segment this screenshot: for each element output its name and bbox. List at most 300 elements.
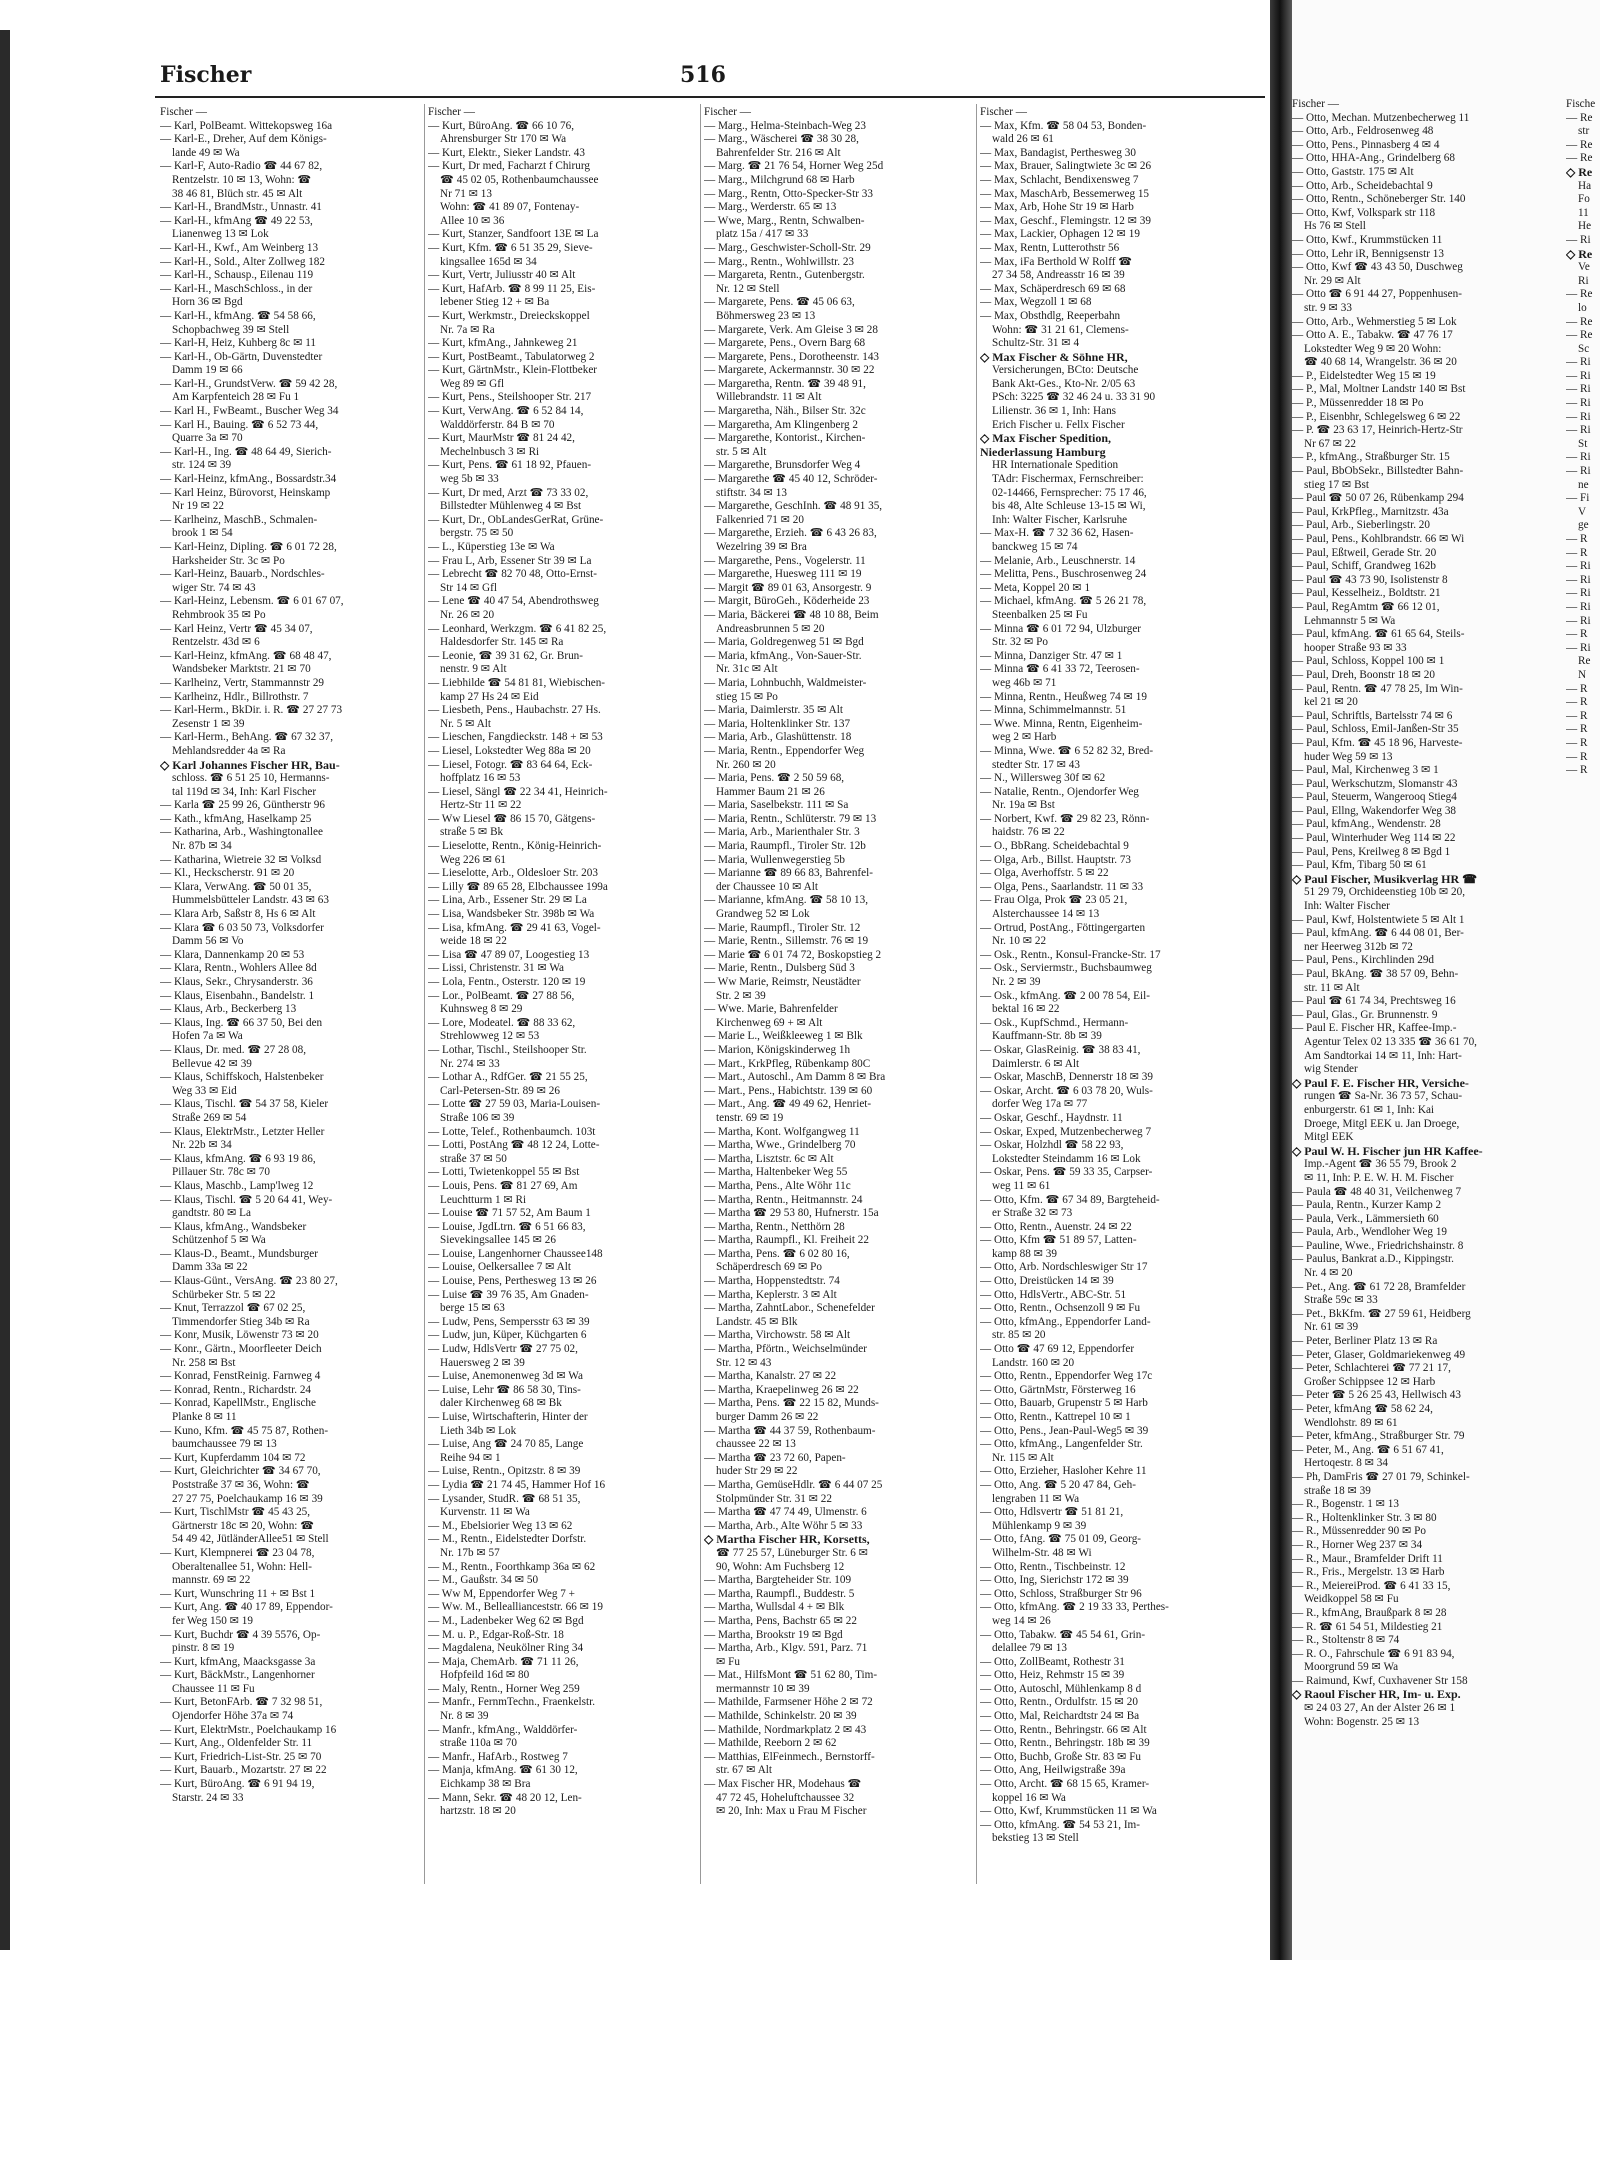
directory-entry-line: — Kurt, kfmAng., Jahnkeweg 21 bbox=[428, 337, 578, 350]
directory-entry-line: — Max, Obsthdlg, Reeperbahn bbox=[980, 309, 1121, 322]
directory-entry-line: — Margaretha, Rentn. ☎ 39 48 91, bbox=[704, 377, 866, 390]
directory-entry-line: — Karl-Heinz, kfmAng., Bossardstr.34 bbox=[160, 473, 337, 486]
directory-entry-line: — Marg., Geschwister-Scholl-Str. 29 bbox=[704, 241, 871, 254]
directory-entry-line: — Maria, Rentn., Eppendorfer Weg bbox=[704, 744, 865, 757]
directory-entry-line: Bellevue 42 ✉ 39 bbox=[172, 1057, 252, 1070]
directory-entry-line: — Karl-H., kfmAng. ☎ 54 58 66, bbox=[160, 309, 316, 322]
directory-column-3 bbox=[704, 106, 972, 1886]
directory-entry-line: — Lieselotte, Rentn., König-Heinrich- bbox=[428, 840, 602, 853]
directory-entry-line: — Klaus, Dr. med. ☎ 27 28 08, bbox=[160, 1043, 306, 1056]
directory-entry-line: — Oskar, Geschf., Haydnstr. 11 bbox=[980, 1111, 1123, 1124]
directory-entry-line: — Pet., Ang. ☎ 61 72 28, Bramfelder bbox=[1292, 1280, 1466, 1293]
directory-entry-line: — Martha, Haltenbeker Weg 55 bbox=[704, 1166, 848, 1179]
directory-entry-line: — Klaus-D., Beamt., Mundsburger bbox=[160, 1247, 318, 1260]
directory-entry-line: — Karl-H., Schausp., Eilenau 119 bbox=[160, 269, 314, 282]
directory-entry-line: Inh: Walter Fischer bbox=[1304, 900, 1390, 913]
directory-entry-line: Hummelsbütteler Landstr. 43 ✉ 63 bbox=[172, 894, 329, 907]
directory-entry-line: Ha bbox=[1578, 179, 1592, 192]
directory-entry-line: — Peter, M., Ang. ☎ 6 51 67 41, bbox=[1292, 1443, 1444, 1456]
directory-entry-line: — Raimund, Kwf, Cuxhavener Str 158 bbox=[1292, 1674, 1468, 1687]
directory-entry-line: — Otto, Rentn., Kattrepel 10 ✉ 1 bbox=[980, 1411, 1131, 1423]
directory-entry-line: — Liesbeth, Pens., Haubachstr. 27 Hs. bbox=[428, 704, 601, 717]
directory-entry-line: — R., Müssenredder 90 ✉ Po bbox=[1292, 1525, 1426, 1538]
directory-entry-line: — R., kfmAng, Braußpark 8 ✉ 28 bbox=[1292, 1606, 1447, 1619]
directory-entry-line: — Paul, BbObSekr., Billstedter Bahn- bbox=[1292, 465, 1464, 478]
directory-entry-line: Bank Akt-Ges., Kto-Nr. 2/05 63 bbox=[992, 377, 1136, 390]
directory-entry-line: — Paul, Ellng, Wakendorfer Weg 38 bbox=[1292, 804, 1457, 817]
directory-entry-line: — Karl, PolBeamt. Wittekopsweg 16a bbox=[160, 119, 333, 132]
directory-entry-line: Nr. 2 ✉ 39 bbox=[992, 976, 1041, 988]
directory-entry-line: — Klaus, Tischl. ☎ 54 37 58, Kieler bbox=[160, 1098, 329, 1111]
directory-entry-line: — Karl-H., Ing. ☎ 48 64 49, Sierich- bbox=[160, 445, 332, 458]
directory-entry-line: — Louise, Langenhorner Chaussee148 bbox=[428, 1247, 603, 1260]
directory-entry-line: Nr. 258 ✉ Bst bbox=[172, 1356, 236, 1369]
directory-entry-line: — Re bbox=[1566, 315, 1593, 328]
directory-entry-line: — Magdalena, Neukölner Ring 34 bbox=[428, 1642, 584, 1655]
directory-entry-line: — Marie L., Weißkleeweg 1 ✉ Blk bbox=[704, 1030, 863, 1043]
directory-entry-line: — Otto, ZollBeamt, Rothestr 31 bbox=[980, 1655, 1125, 1668]
directory-entry-line: — R bbox=[1566, 709, 1588, 722]
directory-entry-line: Nr. 10 ✉ 22 bbox=[992, 935, 1047, 948]
directory-entry-line: — Martha, ZahntLabor., Schenefelder bbox=[704, 1302, 875, 1315]
directory-entry-line: — Re bbox=[1566, 138, 1593, 151]
directory-entry-line: weg 2 ✉ Harb bbox=[992, 731, 1057, 744]
directory-entry-line: — Lebrecht ☎ 82 70 48, Otto-Ernst- bbox=[428, 568, 597, 581]
directory-entry-line: lengraben 11 ✉ Wa bbox=[992, 1492, 1080, 1505]
directory-entry-line: — Klaus, Eisenbahn., Bandelstr. 1 bbox=[160, 989, 315, 1002]
directory-entry-line: 38 46 81, Blüch str. 45 ✉ Alt bbox=[172, 187, 303, 200]
directory-entry-line: — Liebhilde ☎ 54 81 81, Wiebischen- bbox=[428, 676, 606, 689]
directory-entry-line: — Peter, Schlachterei ☎ 77 21 17, bbox=[1292, 1362, 1451, 1375]
directory-entry-line: lebener Stieg 12 + ✉ Ba bbox=[440, 296, 550, 309]
directory-entry-line: wald 26 ✉ 61 bbox=[992, 133, 1054, 146]
directory-entry-line: — Otto, Heiz, Rehmstr 15 ✉ 39 bbox=[980, 1669, 1125, 1682]
directory-entry-line: mannstr. 69 ✉ 22 bbox=[172, 1574, 251, 1587]
directory-entry-line: — Kurt, MaurMstr ☎ 81 24 42, bbox=[428, 432, 575, 445]
directory-entry-line: — Paul, Kesselheiz., Boldtstr. 21 bbox=[1292, 587, 1441, 600]
directory-entry-line: — Lola, Fentn., Osterstr. 120 ✉ 19 bbox=[428, 976, 586, 988]
directory-entry-line: — Ww Liesel ☎ 86 15 70, Gätgens- bbox=[428, 812, 596, 825]
directory-entry-line: — Karl Heinz, Bürovorst, Heinskamp bbox=[160, 486, 331, 499]
directory-entry-line: — Paul ☎ 61 74 34, Prechtsweg 16 bbox=[1292, 995, 1456, 1008]
directory-entry-line: — Marg., Wäscherei ☎ 38 30 28, bbox=[704, 133, 859, 146]
directory-entry-line: — Konrad, KapellMstr., Englische bbox=[160, 1397, 316, 1410]
directory-entry-line: — Otto, Gaststr. 175 ✉ Alt bbox=[1292, 165, 1414, 178]
directory-entry-line: — Lydia ☎ 21 74 45, Hammer Hof 16 bbox=[428, 1478, 606, 1491]
directory-entry-line: — Maria, Arb., Marienthaler Str. 3 bbox=[704, 826, 860, 839]
directory-entry-line: Ojendorfer Höhe 37a ✉ 74 bbox=[172, 1710, 294, 1723]
directory-entry-line: — Re bbox=[1566, 288, 1593, 301]
directory-entry-line: — Ri bbox=[1566, 383, 1591, 396]
directory-entry-line: Wendlohstr. 89 ✉ 61 bbox=[1304, 1416, 1398, 1429]
directory-entry-line: Chaussee 11 ✉ Fu bbox=[172, 1682, 255, 1695]
directory-entry-line: Walddörferstr. 84 B ✉ 70 bbox=[440, 418, 555, 431]
directory-entry-line: Straße 269 ✉ 54 bbox=[172, 1111, 247, 1124]
directory-entry-line: — Lilly ☎ 89 65 28, Elbchaussee 199a bbox=[428, 880, 608, 893]
directory-entry-line: — Oskar, Holzhdl ☎ 58 22 93, bbox=[980, 1139, 1124, 1152]
directory-entry-line: Damm 56 ✉ Vo bbox=[172, 935, 244, 948]
directory-entry-line: Str 14 ✉ Gfl bbox=[440, 581, 497, 594]
directory-entry-line: — Otto, Autoschl, Mühlenkamp 8 d bbox=[980, 1682, 1142, 1695]
column-running-head: Fischer — bbox=[160, 106, 207, 118]
directory-entry-line: — Wwe. Marie, Bahrenfelder bbox=[704, 1003, 838, 1016]
directory-entry-line: — Peter, kfmAng., Straßburger Str. 79 bbox=[1292, 1430, 1465, 1443]
directory-entry-line: str. 9 ✉ 33 bbox=[1304, 301, 1352, 314]
directory-entry-line: — Max, Geschf., Flemingstr. 12 ✉ 39 bbox=[980, 214, 1151, 227]
directory-entry-line: Nr. 8 ✉ 39 bbox=[440, 1710, 489, 1723]
directory-entry-line: — Margarethe, Pens., Vogelerstr. 11 bbox=[704, 554, 866, 567]
directory-entry-line: Nr 67 ✉ 22 bbox=[1304, 437, 1356, 450]
directory-entry-line: ◇ Re bbox=[1566, 247, 1593, 261]
directory-entry-line: TAdr: Fischermax, Fernschreiber: bbox=[992, 473, 1144, 486]
directory-entry-line: — Margit, BüroGeh., Köderheide 23 bbox=[704, 595, 870, 608]
directory-entry-line: — Peter, Berliner Platz 13 ✉ Ra bbox=[1292, 1335, 1438, 1348]
directory-entry-line: baumchaussee 79 ✉ 13 bbox=[172, 1438, 277, 1451]
directory-entry-line: Nr. 22b ✉ 34 bbox=[172, 1139, 232, 1152]
directory-entry-line: — R bbox=[1566, 533, 1588, 545]
directory-entry-line: ◇ Martha Fischer HR, Korsetts, bbox=[704, 1533, 870, 1547]
directory-entry-line: — Paul ☎ 43 73 90, Isolistenstr 8 bbox=[1292, 573, 1448, 586]
directory-entry-line: — R bbox=[1566, 628, 1588, 641]
directory-entry-line: — Paul, Schiff, Grandweg 162b bbox=[1292, 560, 1436, 573]
directory-entry-line: — R bbox=[1566, 736, 1588, 749]
directory-entry-line: — Lieschen, Fangdieckstr. 148 + ✉ 53 bbox=[428, 731, 603, 744]
directory-entry-line: — Lore, Modeatel. ☎ 88 33 62, bbox=[428, 1016, 576, 1029]
directory-entry-line: — Mart., Autoschl., Am Damm 8 ✉ Bra bbox=[704, 1071, 886, 1084]
directory-entry-line: — M., Gaußstr. 34 ✉ 50 bbox=[428, 1574, 539, 1587]
directory-entry-line: — Manfr., HafArb., Rostweg 7 bbox=[428, 1750, 568, 1763]
directory-entry-line: — Kurt, Wunschring 11 + ✉ Bst 1 bbox=[160, 1587, 316, 1600]
directory-entry-line: — Martha, Hoppenstedtstr. 74 bbox=[704, 1275, 840, 1288]
directory-entry-line: — Marg., Rentn., Wohlwillstr. 23 bbox=[704, 255, 855, 268]
directory-entry-line: — Klaus, Arb., Beckerberg 13 bbox=[160, 1003, 297, 1016]
directory-entry-line: chaussee 22 ✉ 13 bbox=[716, 1438, 796, 1451]
directory-entry-line: — Klaus, kfmAng., Wandsbeker bbox=[160, 1220, 307, 1233]
directory-entry-line: Lehmannstr 5 ✉ Wa bbox=[1304, 614, 1396, 627]
directory-entry-line: — Mart., Ang. ☎ 49 49 62, Henriet- bbox=[704, 1098, 872, 1111]
directory-entry-line: — Otto, kfmAng., Eppendorfer Land- bbox=[980, 1315, 1151, 1328]
directory-entry-line: — Otto, Archt. ☎ 68 15 65, Kramer- bbox=[980, 1778, 1150, 1791]
directory-entry-line: Hammer Baum 21 ✉ 26 bbox=[716, 785, 825, 798]
directory-entry-line: — Klaus, Ing. ☎ 66 37 50, Bei den bbox=[160, 1016, 323, 1029]
directory-entry-line: Ri bbox=[1578, 274, 1589, 287]
directory-entry-line: — Manfr., kfmAng., Walddörfer- bbox=[428, 1723, 578, 1736]
directory-entry-line: Kauffmann-Str. 8b ✉ 39 bbox=[992, 1030, 1102, 1043]
directory-entry-line: Daimlerstr. 6 ✉ Alt bbox=[992, 1057, 1080, 1070]
directory-entry-line: 02-14466, Fernsprecher: 75 17 46, bbox=[992, 486, 1147, 499]
directory-entry-line: — Kurt, kfmAng, Maacksgasse 3a bbox=[160, 1655, 316, 1668]
directory-entry-line: straße 37 ✉ 50 bbox=[440, 1152, 507, 1165]
directory-entry-line: Weg 226 ✉ 61 bbox=[440, 853, 506, 866]
directory-entry-line: — Martha, Pens., Alte Wöhr 11c bbox=[704, 1179, 851, 1192]
directory-entry-line: — Kurt, BetonFArb. ☎ 7 32 98 51, bbox=[160, 1696, 323, 1709]
directory-entry-line: — Norbert, Kwf. ☎ 29 82 23, Rönn- bbox=[980, 812, 1150, 825]
directory-entry-line: — Liesel, Sängl ☎ 22 34 41, Heinrich- bbox=[428, 785, 608, 798]
directory-entry-line: — Otto, Mal, Reichardtstr 24 ✉ Ba bbox=[980, 1710, 1140, 1723]
directory-entry-line: Pillauer Str. 78c ✉ 70 bbox=[172, 1166, 270, 1179]
directory-entry-line: Nr. 61 ✉ 39 bbox=[1304, 1321, 1359, 1334]
directory-entry-line: koppel 16 ✉ Wa bbox=[992, 1791, 1066, 1804]
directory-entry-line: — Karl-F, Auto-Radio ☎ 44 67 82, bbox=[160, 160, 323, 173]
directory-entry-line: Lokstedter Weg 9 ✉ 20 Wohn: bbox=[1304, 342, 1442, 355]
directory-entry-line: Nr. 19a ✉ Bst bbox=[992, 799, 1055, 812]
directory-entry-line: — Otto, Arb., Feldrosenweg 48 bbox=[1292, 125, 1434, 138]
directory-entry-line: — R. O., Fahrschule ☎ 6 91 83 94, bbox=[1292, 1647, 1455, 1660]
directory-entry-line: — Max, Rentn, Lutterothstr 56 bbox=[980, 241, 1120, 254]
directory-entry-line: — Otto, Rentn., Eppendorfer Weg 17c bbox=[980, 1370, 1153, 1383]
directory-entry-line: — O., BbRang. Scheidebachtal 9 bbox=[980, 840, 1129, 853]
directory-entry-line: huder Weg 59 ✉ 13 bbox=[1304, 750, 1393, 763]
directory-entry-line: Nr. 260 ✉ 20 bbox=[716, 758, 776, 771]
directory-entry-line: — Otto, HdlsVertr., ABC-Str. 51 bbox=[980, 1288, 1127, 1301]
directory-entry-line: — Maly, Rentn., Horner Weg 259 bbox=[428, 1682, 580, 1695]
directory-entry-line: — Ri bbox=[1566, 397, 1591, 410]
directory-entry-line: Hauersweg 2 ✉ 39 bbox=[440, 1356, 525, 1369]
directory-entry-line: Rehmbrook 35 ✉ Po bbox=[172, 608, 266, 621]
directory-entry-line: — Karl Heinz, Vertr ☎ 45 34 07, bbox=[160, 622, 313, 635]
directory-entry-line: — Maria, Wullenwegerstieg 5b bbox=[704, 853, 846, 866]
directory-entry-line: — Paul, Pens, Kreilweg 8 ✉ Bgd 1 bbox=[1292, 845, 1451, 858]
directory-entry-line: — Katharina, Arb., Washingtonallee bbox=[160, 826, 323, 839]
directory-entry-line: — Oskar, Archt. ☎ 6 03 78 20, Wuls- bbox=[980, 1084, 1153, 1097]
directory-entry-line: gandtstr. 80 ✉ La bbox=[172, 1207, 251, 1220]
directory-entry-line: — Otto, Erzieher, Hasloher Kehre 11 bbox=[980, 1465, 1147, 1478]
directory-entry-line: ✉ 11, Inh: P. E. W. H. M. Fischer bbox=[1304, 1171, 1454, 1184]
directory-entry-line: — Ri bbox=[1566, 465, 1591, 478]
directory-entry-line: — Paul, Schloss, Emil-Janßen-Str 35 bbox=[1292, 723, 1459, 736]
directory-entry-line: 51 29 79, Orchideenstieg 10b ✉ 20, bbox=[1304, 886, 1466, 899]
directory-entry-line: — Kurt, Elektr., Sieker Landstr. 43 bbox=[428, 146, 585, 159]
directory-entry-line: — Meta, Koppel 20 ✉ 1 bbox=[980, 581, 1091, 594]
directory-entry-line: Nr. 26 ✉ 20 bbox=[440, 608, 495, 621]
directory-entry-line: — Lisa, kfmAng. ☎ 29 41 63, Vogel- bbox=[428, 921, 601, 934]
directory-entry-line: — Marie, Rentn., Dulsberg Süd 3 bbox=[704, 962, 855, 975]
directory-entry-line: Rentzelstr. 10 ✉ 13, Wohn: ☎ bbox=[172, 173, 312, 186]
directory-entry-line: Lilienstr. 36 ✉ 1, Inh: Hans bbox=[992, 405, 1117, 418]
directory-entry-line: ◇ Max Fischer & Söhne HR, bbox=[980, 350, 1128, 364]
directory-entry-line: Agentur Telex 02 13 335 ☎ 36 61 70, bbox=[1304, 1035, 1477, 1048]
directory-entry-line: — Paul, Pens., Kohlbrandstr. 66 ✉ Wi bbox=[1292, 533, 1465, 545]
directory-entry-line: ✉ Fu bbox=[716, 1655, 740, 1668]
directory-entry-line: — Kurt, HafArb. ☎ 8 99 11 25, Eis- bbox=[428, 282, 596, 295]
directory-entry-line: — Marg., Helma-Steinbach-Weg 23 bbox=[704, 119, 866, 132]
directory-entry-line: — Margarete, Ackermannstr. 30 ✉ 22 bbox=[704, 364, 875, 377]
directory-entry-line: Bahrenfelder Str. 216 ✉ Alt bbox=[716, 146, 841, 159]
book-spine bbox=[1270, 0, 1292, 1960]
directory-entry-line: Str. 12 ✉ 43 bbox=[716, 1356, 772, 1369]
directory-entry-line: — Lisa ☎ 47 89 07, Loogestieg 13 bbox=[428, 948, 590, 961]
directory-entry-line: — Martha ☎ 44 37 59, Rothenbaum- bbox=[704, 1424, 876, 1437]
directory-entry-line: hartzstr. 18 ✉ 20 bbox=[440, 1805, 516, 1818]
directory-entry-line: — Lothar A., RdfGer. ☎ 21 55 25, bbox=[428, 1071, 588, 1084]
directory-entry-line: — Kath., kfmAng, Haselkamp 25 bbox=[160, 812, 312, 825]
directory-entry-line: — Karl H., Bauing. ☎ 6 52 73 44, bbox=[160, 418, 319, 431]
directory-entry-line: ☎ 77 25 57, Lüneburger Str. 6 ✉ bbox=[716, 1546, 869, 1559]
directory-entry-line: Wohn: ☎ 41 89 07, Fontenay- bbox=[440, 201, 580, 214]
directory-entry-line: — Ludw, jun, Küper, Küchgarten 6 bbox=[428, 1329, 587, 1342]
directory-entry-line: ◇ Paul F. E. Fischer HR, Versiche- bbox=[1292, 1076, 1469, 1090]
directory-entry-line: — Otto, Kfm. ☎ 67 34 89, Bargteheid- bbox=[980, 1193, 1160, 1206]
directory-entry-line: — R bbox=[1566, 723, 1588, 736]
directory-entry-line: — Maria, kfmAng., Von-Sauer-Str. bbox=[704, 649, 862, 662]
directory-entry-line: — Paul, Glas., Gr. Brunnenstr. 9 bbox=[1292, 1008, 1438, 1021]
directory-entry-line: — Karlheinz, Hdlr., Billrothstr. 7 bbox=[160, 690, 309, 703]
directory-entry-line: — R bbox=[1566, 546, 1588, 559]
directory-entry-line: — R., Holtenklinker Str. 3 ✉ 80 bbox=[1292, 1511, 1437, 1524]
directory-entry-line: 54 49 42, JütländerAllee51 ✉ Stell bbox=[172, 1533, 329, 1546]
directory-entry-line: Hofen 7a ✉ Wa bbox=[172, 1030, 243, 1043]
directory-entry-line: — Klara ☎ 6 03 50 73, Volksdorfer bbox=[160, 921, 324, 934]
directory-entry-line: — Paul, Steuerm, Wangerooq Stieg4 bbox=[1292, 791, 1457, 804]
directory-entry-line: N bbox=[1578, 668, 1587, 681]
directory-entry-line: bektal 16 ✉ 22 bbox=[992, 1003, 1060, 1016]
directory-entry-line: — Liesel, Lokstedter Weg 88a ✉ 20 bbox=[428, 744, 591, 757]
directory-entry-line: — Martha, Arb., Alte Wöhr 5 ✉ 33 bbox=[704, 1519, 863, 1532]
directory-entry-line: — Minna, Schimmelmannstr. 51 bbox=[980, 704, 1127, 717]
directory-entry-line: — Oskar, Pens. ☎ 59 33 35, Carpser- bbox=[980, 1166, 1153, 1179]
directory-entry-line: — Martha ☎ 47 74 49, Ulmenstr. 6 bbox=[704, 1506, 867, 1519]
directory-entry-line: stieg 15 ✉ Po bbox=[716, 690, 778, 703]
directory-entry-line: Mehlandsredder 4a ✉ Ra bbox=[172, 744, 286, 757]
directory-entry-line: tal 119d ✉ 34, Inh: Karl Fischer bbox=[172, 785, 317, 798]
directory-entry-line: — Paul, BkAng. ☎ 38 57 09, Behn- bbox=[1292, 968, 1459, 980]
directory-entry-line: — Otto, kfmAng. ☎ 54 53 21, Im- bbox=[980, 1818, 1140, 1831]
directory-entry-line: — Lotti, PostAng ☎ 48 12 24, Lotte- bbox=[428, 1139, 600, 1152]
directory-entry-line: Rentzelstr. 43d ✉ 6 bbox=[172, 636, 260, 649]
directory-entry-line: Harksheider Str. 3c ✉ Po bbox=[172, 554, 285, 567]
directory-entry-line: — Otto, Dreistücken 14 ✉ 39 bbox=[980, 1275, 1114, 1288]
directory-entry-line: bergstr. 75 ✉ 50 bbox=[440, 527, 514, 540]
facing-page-column-1 bbox=[1292, 98, 1567, 1878]
directory-entry-line: — Klara Arb, Saßstr 8, Hs 6 ✉ Alt bbox=[160, 908, 316, 921]
directory-entry-line: — Max, MaschArb, Bessemerweg 15 bbox=[980, 187, 1150, 200]
header-rule bbox=[155, 96, 1265, 98]
directory-entry-line: — Paul, Kwf, Holstentwiete 5 ✉ Alt 1 bbox=[1292, 913, 1465, 926]
directory-entry-line: bis 48, Alte Schleuse 13-15 ✉ Wi, bbox=[992, 500, 1146, 513]
directory-entry-line: ◇ Karl Johannes Fischer HR, Bau- bbox=[160, 758, 340, 772]
directory-entry-line: — P., Eidelstedter Weg 15 ✉ 19 bbox=[1292, 369, 1436, 382]
directory-entry-line: — N., Willersweg 30f ✉ 62 bbox=[980, 772, 1106, 785]
directory-entry-line: — Pauline, Wwe., Friedrichshainstr. 8 bbox=[1292, 1239, 1464, 1252]
directory-entry-line: Nr. 5 ✉ Alt bbox=[440, 717, 492, 730]
directory-entry-line: — Klaus, Sekr., Chrysanderstr. 36 bbox=[160, 976, 313, 988]
directory-entry-line: — Margaretha, Näh., Bilser Str. 32c bbox=[704, 405, 866, 418]
directory-entry-line: — Ww M, Eppendorfer Weg 7 + bbox=[428, 1587, 575, 1600]
directory-entry-line: Nr. 29 ✉ Alt bbox=[1304, 274, 1361, 287]
directory-entry-line: — Osk., kfmAng. ☎ 2 00 78 54, Eil- bbox=[980, 989, 1150, 1002]
directory-entry-line: — Re bbox=[1566, 329, 1593, 342]
directory-entry-line: — Knut, Terrazzol ☎ 67 02 25, bbox=[160, 1302, 306, 1315]
directory-entry-line: — Max Fischer HR, Modehaus ☎ bbox=[704, 1778, 862, 1791]
directory-entry-line: — Otto, Arb., Wehmerstieg 5 ✉ Lok bbox=[1292, 315, 1457, 328]
directory-entry-line: — Maria, Daimlerstr. 35 ✉ Alt bbox=[704, 704, 843, 717]
directory-entry-line: — Liesel, Fotogr. ☎ 83 64 64, Eck- bbox=[428, 758, 593, 771]
directory-entry-line: — Martha, Raumpfl., Kl. Freiheit 22 bbox=[704, 1234, 869, 1247]
directory-entry-line: Lieth 34b ✉ Lok bbox=[440, 1424, 517, 1437]
directory-entry-line: Carl-Petersen-Str. 89 ✉ 26 bbox=[440, 1084, 560, 1097]
directory-entry-line: — Mat., HilfsMont ☎ 51 62 80, Tim- bbox=[704, 1669, 878, 1682]
facing-page-column-2-cropped bbox=[1566, 98, 1600, 1878]
directory-entry-line: Weg 33 ✉ Eid bbox=[172, 1084, 237, 1097]
directory-entry-line: weg 11 ✉ 61 bbox=[992, 1179, 1051, 1192]
directory-entry-line: — Margarethe, Erzieh. ☎ 6 43 26 83, bbox=[704, 527, 877, 540]
directory-entry-line: — Max, Arb, Hohe Str 19 ✉ Harb bbox=[980, 201, 1134, 214]
directory-entry-line: St bbox=[1578, 437, 1588, 450]
directory-entry-line: — Martha, Bargteheider Str. 109 bbox=[704, 1574, 852, 1587]
directory-entry-line: — Otto ☎ 47 69 12, Eppendorfer bbox=[980, 1343, 1135, 1356]
directory-entry-line: Nr. 7a ✉ Ra bbox=[440, 323, 495, 336]
directory-entry-line: — Kurt, Bauarb., Mozartstr. 27 ✉ 22 bbox=[160, 1764, 327, 1777]
directory-entry-line: Wezelring 39 ✉ Bra bbox=[716, 541, 807, 553]
directory-entry-line: — Otto, Kwf., Krummstücken 11 bbox=[1292, 233, 1443, 246]
directory-entry-line: — Otto, Rentn., Schöneberger Str. 140 bbox=[1292, 193, 1466, 206]
directory-entry-line: Wilhelm-Str. 48 ✉ Wi bbox=[992, 1546, 1092, 1559]
directory-entry-line: 11 bbox=[1578, 206, 1589, 219]
directory-entry-line: — P., Eisenbhr, Schlegelsweg 6 ✉ 22 bbox=[1292, 410, 1461, 423]
directory-entry-line: — Ortrud, PostAng., Föttingergarten bbox=[980, 921, 1146, 934]
directory-entry-line: Steenbalken 25 ✉ Fu bbox=[992, 608, 1088, 621]
directory-entry-line: Stolpmünder Str. 31 ✉ 22 bbox=[716, 1492, 832, 1505]
directory-entry-line: Oberaltenallee 51, Wohn: Hell- bbox=[172, 1560, 312, 1573]
directory-entry-line: — Margarete, Pens., Dorotheenstr. 143 bbox=[704, 350, 880, 363]
directory-entry-line: — Margarethe, Kontorist., Kirchen- bbox=[704, 432, 866, 445]
directory-entry-line: — Paul, KrkPfleg., Marnitzstr. 43a bbox=[1292, 505, 1449, 518]
directory-entry-line: der Chaussee 10 ✉ Alt bbox=[716, 880, 818, 893]
directory-entry-line: — Paul E. Fischer HR, Kaffee-Imp.- bbox=[1292, 1022, 1457, 1035]
directory-entry-line: — Paul, Pens., Kirchlinden 29d bbox=[1292, 954, 1435, 967]
directory-entry-line: Nr. 12 ✉ Stell bbox=[716, 282, 780, 295]
page-edge-shadow bbox=[0, 30, 10, 1950]
directory-entry-line: — Wwe, Marg., Rentn, Schwalben- bbox=[704, 214, 865, 227]
column-running-head: Fischer — bbox=[704, 106, 751, 118]
directory-entry-line: — Mathilde, Reeborn 2 ✉ 62 bbox=[704, 1737, 837, 1750]
directory-entry-line: — Otto, Kwf ☎ 43 43 50, Duschweg bbox=[1292, 261, 1463, 274]
directory-entry-line: — Max, Schlacht, Bendixensweg 7 bbox=[980, 173, 1139, 186]
directory-entry-line: Erich Fischer u. Fellx Fischer bbox=[992, 418, 1125, 431]
column-running-head: Fische bbox=[1566, 98, 1596, 110]
directory-entry-line: — Kurt, Friedrich-List-Str. 25 ✉ 70 bbox=[160, 1750, 322, 1763]
directory-entry-line: — Paul, Winterhuder Weg 114 ✉ 22 bbox=[1292, 832, 1456, 845]
directory-entry-line: str. 124 ✉ 39 bbox=[172, 459, 232, 472]
directory-entry-line: — Marion, Königskinderweg 1h bbox=[704, 1043, 851, 1056]
directory-entry-line: Str. 2 ✉ 39 bbox=[716, 989, 766, 1002]
directory-entry-line: — Karl-H., Sold., Alter Zollweg 182 bbox=[160, 255, 325, 268]
page-number: 516 bbox=[680, 62, 726, 88]
directory-entry-line: — Paul, Mal, Kirchenweg 3 ✉ 1 bbox=[1292, 764, 1439, 777]
directory-entry-line: — Marie, Rentn., Sillemstr. 76 ✉ 19 bbox=[704, 935, 869, 948]
directory-entry-line: — Otto, Arb. Nordschleswiger Str 17 bbox=[980, 1261, 1148, 1274]
directory-entry-line: — Lieselotte, Arb., Oldesloer Str. 203 bbox=[428, 867, 598, 880]
directory-entry-line: — M., Ebelsiorier Weg 13 ✉ 62 bbox=[428, 1519, 573, 1532]
directory-entry-line: — Marg., Milchgrund 68 ✉ Harb bbox=[704, 173, 855, 186]
directory-entry-line: — Lysander, StudR. ☎ 68 51 35, bbox=[428, 1492, 581, 1505]
directory-entry-line: str. 5 ✉ Alt bbox=[716, 445, 767, 458]
directory-entry-line: — Margit ☎ 89 01 63, Ansorgestr. 9 bbox=[704, 581, 872, 594]
directory-entry-line: — Maja, ChemArb. ☎ 71 11 26, bbox=[428, 1655, 579, 1668]
directory-entry-line: Starstr. 24 ✉ 33 bbox=[172, 1791, 244, 1804]
directory-entry-line: ✉ 20, Inh: Max u Frau M Fischer bbox=[716, 1805, 867, 1818]
directory-entry-line: Schopbachweg 39 ✉ Stell bbox=[172, 323, 290, 336]
directory-entry-line: Grandweg 52 ✉ Lok bbox=[716, 908, 810, 921]
directory-entry-line: Am Karpfenteich 28 ✉ Fu 1 bbox=[172, 391, 300, 404]
directory-entry-line: — Martha, Kont. Wolfgangweg 11 bbox=[704, 1125, 860, 1138]
directory-entry-line: hoffplatz 16 ✉ 53 bbox=[440, 772, 521, 785]
directory-entry-line: — Konr, Musik, Löwenstr 73 ✉ 20 bbox=[160, 1329, 319, 1342]
directory-entry-line: Reihe 94 ✉ 1 bbox=[440, 1451, 501, 1464]
directory-entry-line: — Margarethe, GeschInh. ☎ 48 91 35, bbox=[704, 500, 883, 513]
directory-entry-line: — Martha, Brookstr 19 ✉ Bgd bbox=[704, 1628, 843, 1641]
directory-entry-line: — Margarete, Verk. Am Gleise 3 ✉ 28 bbox=[704, 323, 878, 336]
